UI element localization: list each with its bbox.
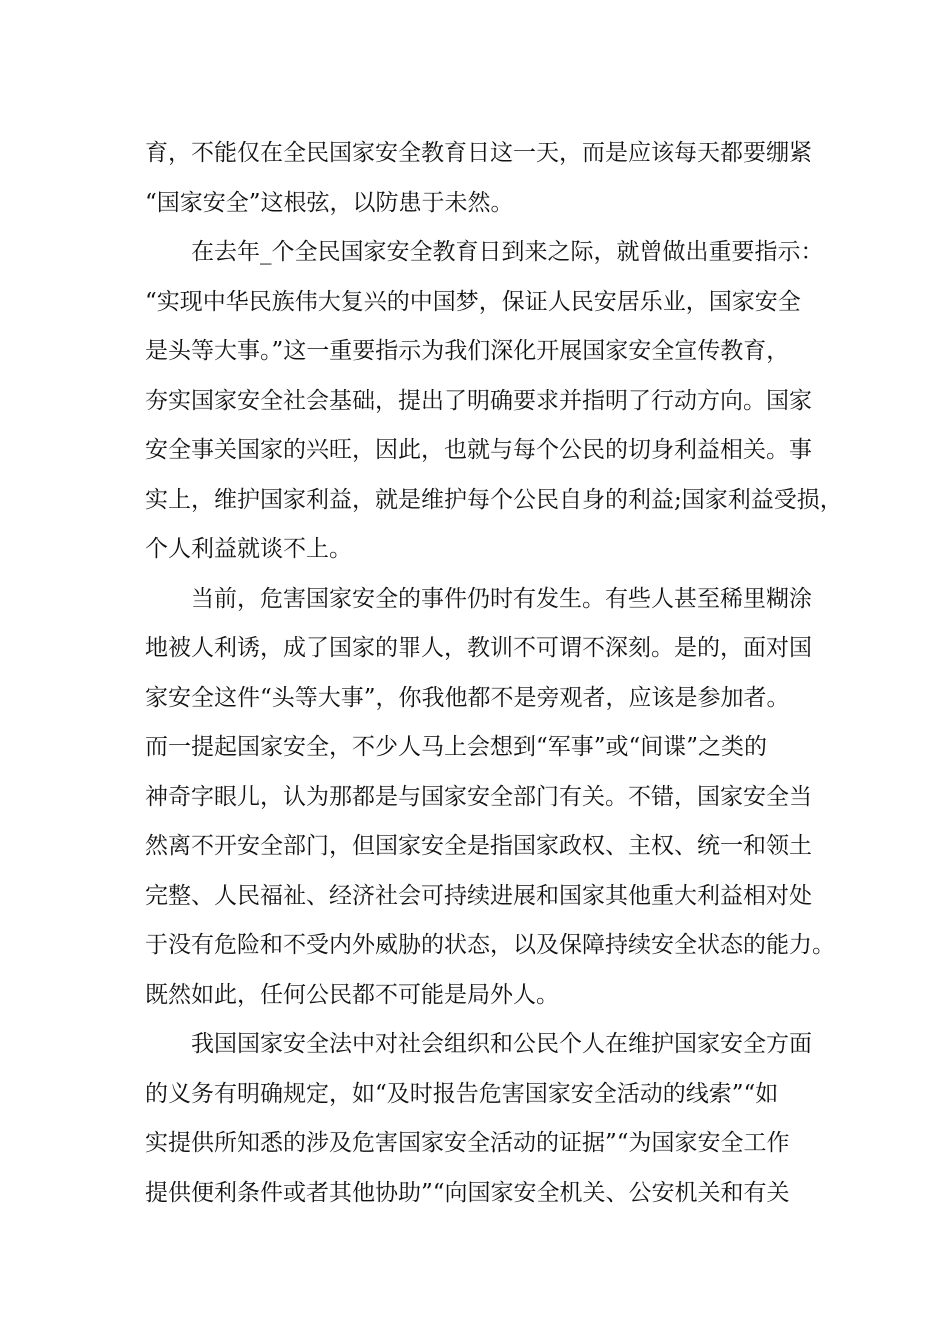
text-line: 夯实国家安全社会基础，提出了明确要求并指明了行动方向。国家 <box>145 387 812 414</box>
text-line: 安全事关国家的兴旺，因此，也就与每个公民的切身利益相关。事 <box>145 437 812 463</box>
text-line: 于没有危险和不受内外威胁的状态，以及保障持续安全状态的能力。 <box>145 932 835 958</box>
text-line: 育，不能仅在全民国家安全教育日这一天，而是应该每天都要绷紧 <box>145 140 812 166</box>
text-line: 既然如此，任何公民都不可能是局外人。 <box>145 981 559 1008</box>
text-line: 神奇字眼儿，认为那都是与国家安全部门有关。不错，国家安全当 <box>145 783 812 810</box>
text-line: 实上，维护国家利益，就是维护每个公民自身的利益;国家利益受损， <box>145 486 843 513</box>
text-line: 地被人利诱，成了国家的罪人，教训不可谓不深刻。是的，面对国 <box>145 635 812 661</box>
text-line: 然离不开安全部门，但国家安全是指国家政权、主权、统一和领土 <box>145 833 812 859</box>
text-line: “国家安全”这根弦，以防患于未然。 <box>145 189 514 216</box>
text-line: 我国国家安全法中对社会组织和公民个人在维护国家安全方面 <box>191 1031 812 1057</box>
text-line: 是头等大事。”这一重要指示为我们深化开展国家安全宣传教育， <box>145 338 790 364</box>
text-line: “实现中华民族伟大复兴的中国梦，保证人民安居乐业，国家安全 <box>145 288 801 315</box>
text-line: 实提供所知悉的涉及危害国家安全活动的证据”“为国家安全工作 <box>145 1130 790 1156</box>
text-line: 的义务有明确规定，如“及时报告危害国家安全活动的线索”“如 <box>145 1080 779 1107</box>
text-line: 当前，危害国家安全的事件仍时有发生。有些人甚至稀里糊涂 <box>191 585 812 612</box>
text-line: 个人利益就谈不上。 <box>145 536 352 562</box>
text-line: 提供便利条件或者其他协助”“向国家安全机关、公安机关和有关 <box>145 1179 790 1206</box>
text-line: 在去年_个全民国家安全教育日到来之际，就曾做出重要指示： <box>191 239 824 265</box>
body-text <box>145 129 843 1218</box>
text-line: 完整、人民福祉、经济社会可持续进展和国家其他重大利益相对处 <box>145 882 812 909</box>
text-line: 家安全这件“头等大事”，你我他都不是旁观者，应该是参加者。 <box>145 684 790 711</box>
text-line: 而一提起国家安全，不少人马上会想到“军事”或“间谍”之类的 <box>145 734 768 760</box>
